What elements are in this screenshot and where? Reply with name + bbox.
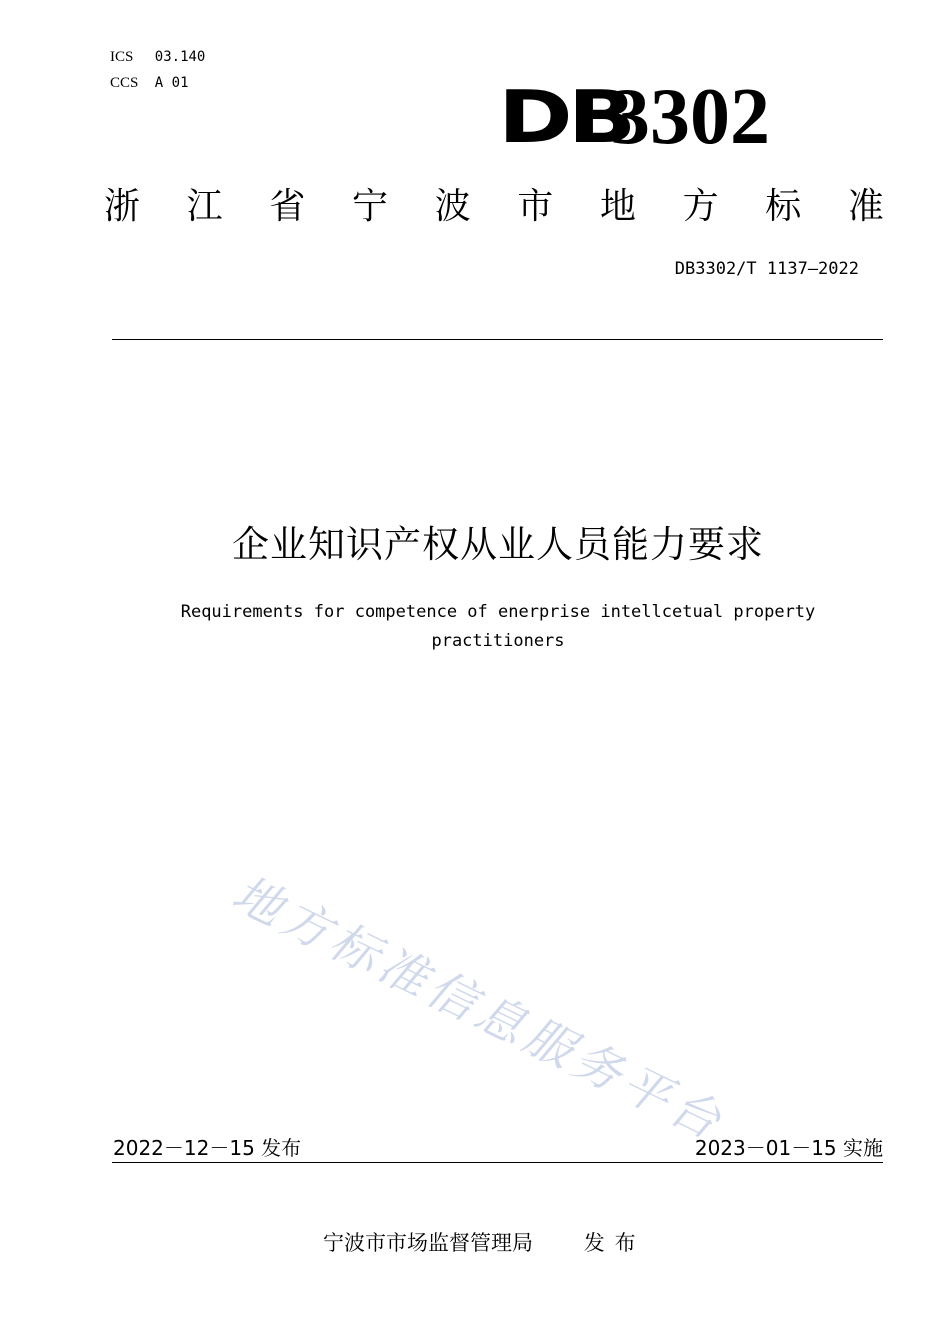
ccs-row (110, 70, 205, 96)
standard-type-char: 地 (599, 186, 636, 227)
title-en-line: Requirements for competence of enerprise intellcetual property (180, 602, 816, 622)
implementation-date: 2023－01－15 实施 (694, 1136, 883, 1160)
publisher (323, 1227, 646, 1257)
ccs-value: A 01 (154, 75, 189, 91)
db-logo (498, 73, 818, 161)
bottom-divider (112, 1162, 883, 1163)
standard-type-char: 波 (434, 186, 471, 227)
ics-row (110, 44, 205, 70)
db-logo-prefix: DB (498, 75, 632, 159)
standard-type-char: 省 (269, 186, 306, 227)
standard-type-char: 江 (186, 186, 223, 227)
watermark: 地方标准信息服务平台 (223, 865, 734, 1153)
issue-date: 2022－12－15 发布 (113, 1136, 302, 1160)
standard-type-char: 方 (682, 186, 719, 227)
document-title-cn: 企业知识产权从业人员能力要求 (232, 523, 764, 566)
standard-type-char: 宁 (351, 186, 388, 227)
standard-type-char: 准 (847, 186, 884, 227)
standard-type-char: 浙 (104, 186, 141, 227)
standard-type-heading (104, 184, 884, 234)
ics-label: ICS (110, 49, 134, 65)
standard-number: DB3302/T 1137—2022 (674, 259, 859, 279)
publisher-action: 发布 (583, 1231, 646, 1255)
document-title-en (0, 598, 950, 656)
publisher-name: 宁波市市场监督管理局 (323, 1231, 533, 1255)
classification-codes (110, 44, 205, 96)
top-divider (112, 339, 883, 340)
ccs-label: CCS (110, 75, 139, 91)
ics-value: 03.140 (154, 49, 206, 65)
standard-type-char: 市 (517, 186, 554, 227)
standard-type-char: 标 (765, 186, 802, 227)
title-en-line: practitioners (431, 631, 565, 651)
db-logo-code: 3302 (610, 73, 770, 161)
